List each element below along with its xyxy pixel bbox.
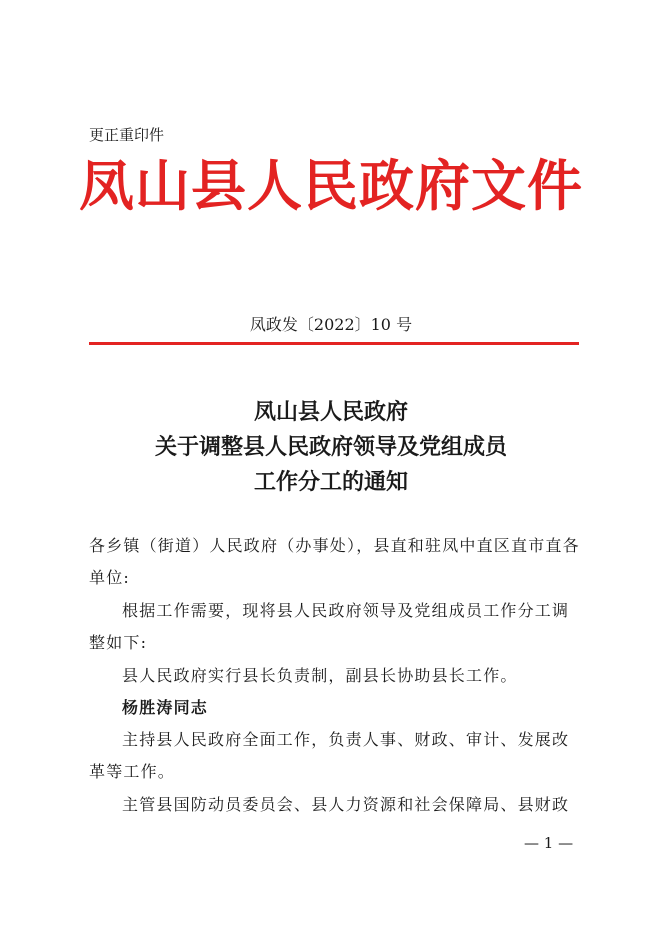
section-heading: 杨胜涛同志 bbox=[122, 698, 209, 717]
title-line-3: 工作分工的通知 bbox=[253, 469, 408, 495]
title-line-2: 关于调整县人民政府领导及党组成员 bbox=[154, 434, 507, 460]
body-paragraph: 县人民政府实行县长负责制，副县长协助县长工作。 bbox=[122, 666, 518, 685]
body-paragraph: 根据工作需要，现将县人民政府领导及党组成员工作分工调整如下: bbox=[89, 601, 570, 652]
title-line-1: 凤山县人民政府 bbox=[253, 399, 408, 425]
reprint-notice: 更正重印件 bbox=[89, 126, 165, 144]
body-paragraph: 主持县人民政府全面工作，负责人事、财政、审计、发展改革等工作。 bbox=[89, 730, 570, 781]
red-divider-line bbox=[89, 342, 579, 345]
body-paragraph: 主管县国防动员委员会、县人力资源和社会保障局、县财政 bbox=[122, 795, 570, 814]
document-masthead: 凤山县人民政府文件 bbox=[78, 153, 583, 218]
page-number: — 1 — bbox=[524, 834, 574, 852]
document-number: 凤政发〔2022〕10 号 bbox=[249, 315, 413, 334]
salutation: 各乡镇（街道）人民政府（办事处），县直和驻凤中直区直市直各单位: bbox=[89, 536, 580, 587]
